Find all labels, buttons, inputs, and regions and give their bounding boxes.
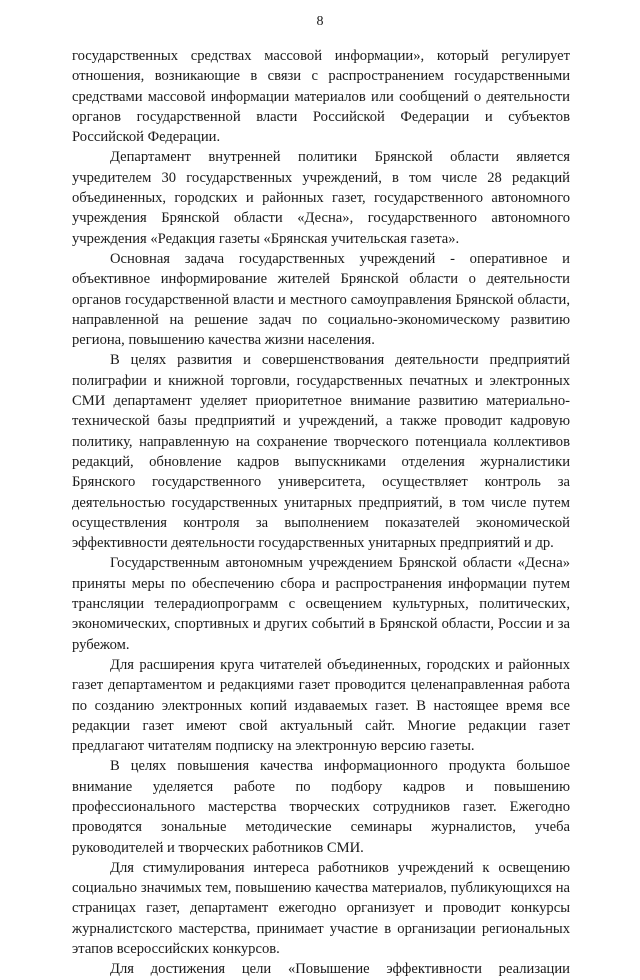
document-body xyxy=(72,46,570,980)
paragraph-9: Для достижения цели «Повышение эффективности реализации xyxy=(110,961,570,978)
paragraph-1: государственных средствах массовой информации», который регулирует отношения, возникающие в связи с распространением государственными средствами массовой информации материалов или сообщений о деятельности органов государственной власти Российской Федерации и субъектов Российской Федерации. xyxy=(72,48,570,146)
paragraph-4: В целях развития и совершенствования деятельности предприятий полиграфии и книжной торговли, государственных печатных и электронных СМИ департамент уделяет приоритетное внимание развитию материально-технической базы предприятий и учреждений, а также проводит кадровую политику, направленную на сохранение творческого потенциала коллективов редакций, обновление кадров выпускниками отделения журналистики Брянского государственного университета, осуществляет контроль за деятельностью государственных унитарных предприятий, в том числе путем осуществления контроля за выполнением показателей экономической эффективности деятельности государственных унитарных предприятий и др. xyxy=(72,352,570,552)
paragraph-6: Для расширения круга читателей объединенных, городских и районных газет департаментом и редакциями газет проводится целенаправленная работа по созданию электронных копий издаваемых газет. В настоящее время все редакции газет имеют свой актуальный сайт. Многие редакции газет предлагают читателям подписку на электронную версию газеты. xyxy=(72,656,570,755)
paragraph-3: Основная задача государственных учреждений - оперативное и объективное информирование жителей Брянской области о деятельности органов государственной власти и местного самоуправления Брянской области, направленной на решение задач по социально-экономическому развитию региона, повышению качества жизни населения. xyxy=(72,250,570,349)
paragraph-2: Департамент внутренней политики Брянской области является учредителем 30 государственных учреждений, в том числе 28 редакций объединенных, городских и районных газет, государственного автономного учреждения Брянской области «Десна», государственного автономного учреждения «Редакция газеты «Брянская учительская газета». xyxy=(72,149,570,247)
paragraph-5: Государственным автономным учреждением Брянской области «Десна» приняты меры по обеспечению сбора и распространения информации путем трансляции телерадиопрограмм с освещением культурных, политических, экономических, спортивных и других событий в Брянской области, России и за рубежом. xyxy=(72,555,570,653)
paragraph-8: Для стимулирования интереса работников учреждений к освещению социально значимых тем, повышению качества материалов, публикующихся на страницах газет, департамент ежегодно организует и проводит конкурсы журналистского мастерства, принимает участие в организации региональных этапов всероссийских конкурсов. xyxy=(72,859,570,958)
paragraph-7: В целях повышения качества информационного продукта большое внимание уделяется работе по подбору кадров и повышению профессионального мастерства творческих сотрудников газет. Ежегодно проводятся зональные методические семинары журналистов, учеба руководителей и творческих работников СМИ. xyxy=(72,758,570,856)
page-number: 8 xyxy=(316,14,324,29)
